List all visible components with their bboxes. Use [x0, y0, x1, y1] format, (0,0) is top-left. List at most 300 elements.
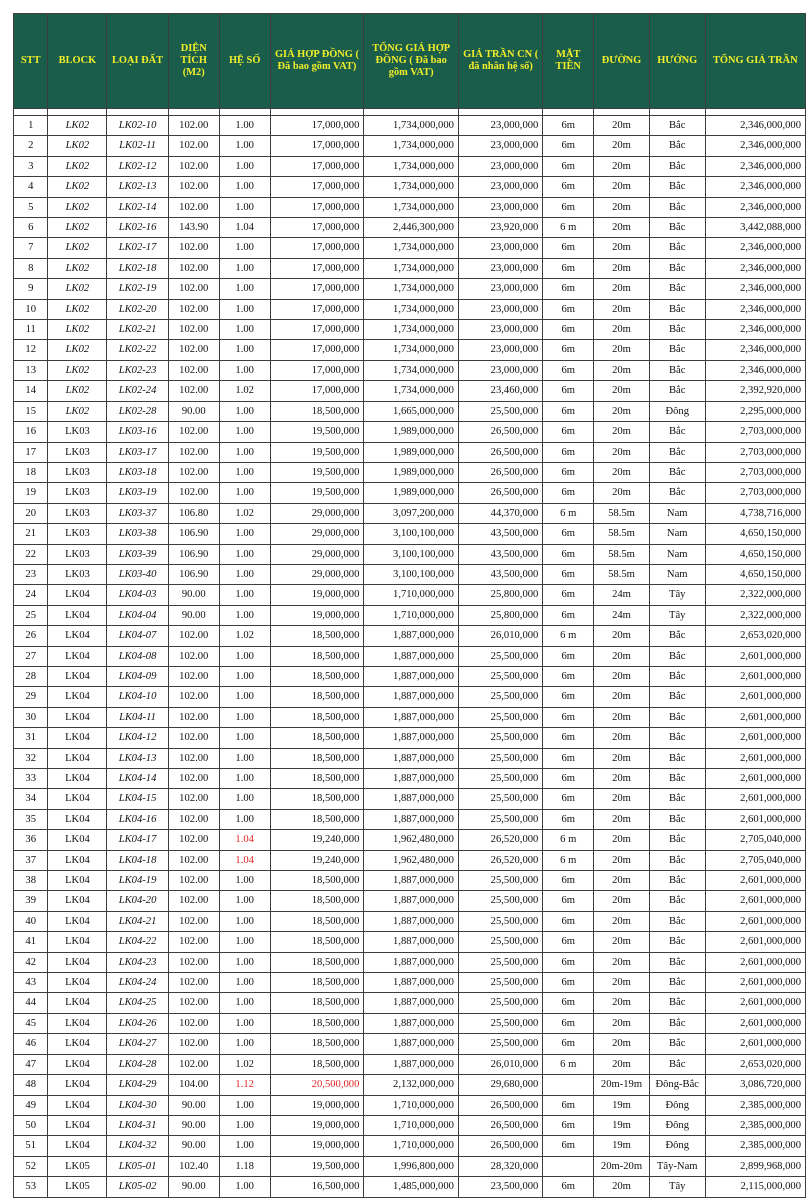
cell-mat-tien: 6m [543, 442, 594, 462]
table-row [14, 156, 806, 176]
table-row [14, 544, 806, 564]
cell-block: LK02 [48, 381, 107, 401]
cell-he-so: 1.00 [219, 238, 270, 258]
cell-tong-gia-tran: 2,601,000,000 [705, 809, 805, 829]
header-dien-tich: DIỆN TÍCH (M2) [168, 14, 219, 109]
cell-loai-dat: LK04-09 [107, 666, 168, 686]
cell-stt: 23 [14, 564, 48, 584]
cell-gia-hop-dong: 18,500,000 [270, 891, 364, 911]
cell-gia-hop-dong: 18,500,000 [270, 666, 364, 686]
cell-duong: 20m [594, 442, 650, 462]
cell-gia-hop-dong: 19,500,000 [270, 462, 364, 482]
cell-stt: 30 [14, 707, 48, 727]
cell-loai-dat: LK02-22 [107, 340, 168, 360]
cell-tong-gia-hop-dong: 3,100,100,000 [364, 544, 459, 564]
cell-duong: 24m [594, 585, 650, 605]
cell-gia-tran-cn: 26,500,000 [458, 1136, 542, 1156]
cell-tong-gia-hop-dong: 1,989,000,000 [364, 483, 459, 503]
cell-dien-tich: 102.00 [168, 707, 219, 727]
cell-gia-tran-cn: 26,500,000 [458, 422, 542, 442]
cell-mat-tien: 6m [543, 952, 594, 972]
cell-gia-hop-dong: 19,000,000 [270, 1095, 364, 1115]
cell-duong: 20m [594, 809, 650, 829]
cell-stt: 19 [14, 483, 48, 503]
cell-tong-gia-hop-dong: 1,710,000,000 [364, 1095, 459, 1115]
cell-loai-dat: LK03-38 [107, 524, 168, 544]
cell-duong: 20m [594, 1177, 650, 1197]
cell-dien-tich: 102.00 [168, 687, 219, 707]
cell-dien-tich: 104.00 [168, 1075, 219, 1095]
cell-dien-tich: 90.00 [168, 1095, 219, 1115]
header-gia-hop-dong: GIÁ HỢP ĐỒNG ( Đã bao gồm VAT) [270, 14, 364, 109]
cell-tong-gia-tran: 2,295,000,000 [705, 401, 805, 421]
cell-tong-gia-tran: 2,346,000,000 [705, 116, 805, 136]
cell-tong-gia-hop-dong: 2,132,000,000 [364, 1075, 459, 1095]
cell-duong: 20m [594, 707, 650, 727]
cell-stt: 52 [14, 1156, 48, 1176]
cell-block: LK03 [48, 524, 107, 544]
table-row [14, 707, 806, 727]
cell-mat-tien: 6m [543, 564, 594, 584]
cell-tong-gia-hop-dong: 1,962,480,000 [364, 830, 459, 850]
cell-tong-gia-hop-dong: 1,996,800,000 [364, 1156, 459, 1176]
cell-gia-tran-cn: 23,000,000 [458, 136, 542, 156]
cell-loai-dat: LK04-18 [107, 850, 168, 870]
cell-tong-gia-tran: 2,115,000,000 [705, 1177, 805, 1197]
table-row [14, 238, 806, 258]
cell-tong-gia-hop-dong: 1,887,000,000 [364, 973, 459, 993]
cell-gia-hop-dong: 18,500,000 [270, 646, 364, 666]
cell-gia-hop-dong: 18,500,000 [270, 687, 364, 707]
cell-gia-tran-cn: 26,500,000 [458, 442, 542, 462]
cell-loai-dat: LK04-20 [107, 891, 168, 911]
cell-tong-gia-tran: 2,601,000,000 [705, 891, 805, 911]
cell-he-so: 1.02 [219, 1054, 270, 1074]
cell-dien-tich: 102.00 [168, 789, 219, 809]
cell-dien-tich: 102.00 [168, 156, 219, 176]
cell-he-so: 1.00 [219, 156, 270, 176]
cell-mat-tien: 6m [543, 360, 594, 380]
cell-loai-dat: LK04-08 [107, 646, 168, 666]
cell-stt: 25 [14, 605, 48, 625]
cell-stt: 33 [14, 769, 48, 789]
cell-duong: 20m [594, 993, 650, 1013]
cell-duong: 20m [594, 483, 650, 503]
cell-gia-tran-cn: 25,500,000 [458, 891, 542, 911]
cell-stt: 22 [14, 544, 48, 564]
price-table [13, 13, 806, 1198]
cell-block: LK04 [48, 1136, 107, 1156]
cell-gia-hop-dong: 29,000,000 [270, 524, 364, 544]
cell-tong-gia-hop-dong: 1,887,000,000 [364, 932, 459, 952]
table-row [14, 952, 806, 972]
cell-gia-hop-dong: 17,000,000 [270, 116, 364, 136]
cell-tong-gia-tran: 4,650,150,000 [705, 564, 805, 584]
cell-tong-gia-tran: 4,650,150,000 [705, 544, 805, 564]
cell-huong: Bắc [649, 197, 705, 217]
cell-tong-gia-hop-dong: 1,962,480,000 [364, 850, 459, 870]
table-row [14, 462, 806, 482]
cell-loai-dat: LK03-40 [107, 564, 168, 584]
spacer-row [14, 109, 806, 116]
cell-loai-dat: LK03-39 [107, 544, 168, 564]
cell-mat-tien: 6m [543, 401, 594, 421]
cell-tong-gia-hop-dong: 1,710,000,000 [364, 1136, 459, 1156]
cell-tong-gia-hop-dong: 1,887,000,000 [364, 1054, 459, 1074]
cell-loai-dat: LK02-23 [107, 360, 168, 380]
cell-he-so: 1.00 [219, 1115, 270, 1135]
cell-block: LK04 [48, 871, 107, 891]
table-row [14, 524, 806, 544]
cell-huong: Bắc [649, 809, 705, 829]
cell-mat-tien: 6m [543, 340, 594, 360]
cell-tong-gia-hop-dong: 2,446,300,000 [364, 218, 459, 238]
cell-huong: Bắc [649, 462, 705, 482]
cell-stt: 20 [14, 503, 48, 523]
table-row [14, 1095, 806, 1115]
cell-huong: Bắc [649, 748, 705, 768]
cell-stt: 51 [14, 1136, 48, 1156]
cell-loai-dat: LK04-15 [107, 789, 168, 809]
cell-loai-dat: LK02-20 [107, 299, 168, 319]
cell-tong-gia-tran: 2,392,920,000 [705, 381, 805, 401]
cell-he-so: 1.04 [219, 218, 270, 238]
cell-huong: Đông [649, 1095, 705, 1115]
cell-gia-tran-cn: 44,370,000 [458, 503, 542, 523]
cell-loai-dat: LK04-17 [107, 830, 168, 850]
cell-gia-hop-dong: 17,000,000 [270, 177, 364, 197]
cell-dien-tich: 102.00 [168, 891, 219, 911]
cell-huong: Đông-Bắc [649, 1075, 705, 1095]
table-row [14, 769, 806, 789]
cell-tong-gia-tran: 2,346,000,000 [705, 360, 805, 380]
cell-mat-tien: 6m [543, 279, 594, 299]
cell-block: LK02 [48, 218, 107, 238]
cell-duong: 20m [594, 238, 650, 258]
cell-tong-gia-hop-dong: 1,665,000,000 [364, 401, 459, 421]
cell-gia-tran-cn: 25,500,000 [458, 1034, 542, 1054]
cell-mat-tien: 6m [543, 646, 594, 666]
cell-he-so: 1.00 [219, 401, 270, 421]
cell-tong-gia-tran: 2,705,040,000 [705, 850, 805, 870]
cell-tong-gia-tran: 4,738,716,000 [705, 503, 805, 523]
cell-mat-tien: 6m [543, 891, 594, 911]
cell-duong: 20m [594, 258, 650, 278]
cell-loai-dat: LK02-24 [107, 381, 168, 401]
cell-stt: 37 [14, 850, 48, 870]
cell-dien-tich: 102.00 [168, 279, 219, 299]
table-row [14, 993, 806, 1013]
cell-he-so: 1.00 [219, 932, 270, 952]
cell-gia-hop-dong: 18,500,000 [270, 401, 364, 421]
cell-block: LK02 [48, 401, 107, 421]
cell-huong: Bắc [649, 707, 705, 727]
cell-stt: 35 [14, 809, 48, 829]
cell-gia-tran-cn: 26,010,000 [458, 1054, 542, 1074]
cell-gia-tran-cn: 23,000,000 [458, 279, 542, 299]
cell-gia-tran-cn: 23,000,000 [458, 320, 542, 340]
cell-gia-tran-cn: 25,500,000 [458, 769, 542, 789]
cell-mat-tien [543, 1156, 594, 1176]
cell-tong-gia-tran: 2,322,000,000 [705, 585, 805, 605]
table-row [14, 585, 806, 605]
cell-dien-tich: 102.00 [168, 850, 219, 870]
cell-stt: 47 [14, 1054, 48, 1074]
cell-gia-tran-cn: 26,010,000 [458, 626, 542, 646]
cell-block: LK04 [48, 1034, 107, 1054]
cell-tong-gia-hop-dong: 1,734,000,000 [364, 320, 459, 340]
cell-gia-tran-cn: 25,500,000 [458, 993, 542, 1013]
table-row [14, 1156, 806, 1176]
cell-block: LK04 [48, 911, 107, 931]
cell-he-so: 1.00 [219, 524, 270, 544]
cell-gia-hop-dong: 18,500,000 [270, 626, 364, 646]
cell-mat-tien: 6 m [543, 850, 594, 870]
cell-duong: 20m [594, 197, 650, 217]
cell-mat-tien: 6m [543, 197, 594, 217]
cell-tong-gia-tran: 2,601,000,000 [705, 911, 805, 931]
cell-dien-tich: 90.00 [168, 401, 219, 421]
cell-block: LK02 [48, 360, 107, 380]
cell-block: LK03 [48, 503, 107, 523]
cell-dien-tich: 102.00 [168, 973, 219, 993]
cell-tong-gia-tran: 3,086,720,000 [705, 1075, 805, 1095]
cell-block: LK04 [48, 789, 107, 809]
cell-loai-dat: LK04-16 [107, 809, 168, 829]
cell-gia-hop-dong: 18,500,000 [270, 952, 364, 972]
cell-mat-tien: 6m [543, 748, 594, 768]
cell-tong-gia-hop-dong: 3,100,100,000 [364, 564, 459, 584]
cell-gia-tran-cn: 26,500,000 [458, 483, 542, 503]
cell-tong-gia-tran: 2,703,000,000 [705, 483, 805, 503]
cell-gia-hop-dong: 19,000,000 [270, 605, 364, 625]
cell-loai-dat: LK02-17 [107, 238, 168, 258]
table-row [14, 1013, 806, 1033]
cell-tong-gia-tran: 2,601,000,000 [705, 952, 805, 972]
cell-loai-dat: LK04-28 [107, 1054, 168, 1074]
cell-dien-tich: 143.90 [168, 218, 219, 238]
cell-stt: 42 [14, 952, 48, 972]
cell-dien-tich: 102.00 [168, 299, 219, 319]
cell-huong: Đông [649, 1136, 705, 1156]
cell-duong: 20m-20m [594, 1156, 650, 1176]
cell-duong: 20m [594, 116, 650, 136]
cell-block: LK03 [48, 483, 107, 503]
cell-gia-tran-cn: 29,680,000 [458, 1075, 542, 1095]
cell-duong: 20m [594, 156, 650, 176]
header-mat-tien: MẶT TIỀN [543, 14, 594, 109]
cell-gia-hop-dong: 16,500,000 [270, 1177, 364, 1197]
cell-gia-hop-dong: 20,500,000 [270, 1075, 364, 1095]
cell-tong-gia-tran: 2,601,000,000 [705, 993, 805, 1013]
header-gia-tran-cn: GIÁ TRẦN CN ( đã nhân hệ số) [458, 14, 542, 109]
cell-tong-gia-hop-dong: 1,887,000,000 [364, 707, 459, 727]
cell-loai-dat: LK02-28 [107, 401, 168, 421]
cell-duong: 20m [594, 1013, 650, 1033]
cell-mat-tien: 6m [543, 524, 594, 544]
cell-block: LK03 [48, 422, 107, 442]
cell-he-so: 1.00 [219, 136, 270, 156]
cell-block: LK04 [48, 1054, 107, 1074]
cell-gia-hop-dong: 17,000,000 [270, 360, 364, 380]
cell-he-so: 1.00 [219, 422, 270, 442]
cell-mat-tien: 6m [543, 258, 594, 278]
cell-tong-gia-hop-dong: 1,887,000,000 [364, 993, 459, 1013]
cell-tong-gia-hop-dong: 1,734,000,000 [364, 258, 459, 278]
cell-block: LK04 [48, 809, 107, 829]
cell-loai-dat: LK03-19 [107, 483, 168, 503]
cell-duong: 20m [594, 687, 650, 707]
cell-he-so: 1.02 [219, 626, 270, 646]
cell-tong-gia-tran: 2,899,968,000 [705, 1156, 805, 1176]
table-row [14, 218, 806, 238]
cell-gia-hop-dong: 29,000,000 [270, 564, 364, 584]
cell-dien-tich: 102.00 [168, 932, 219, 952]
table-row [14, 177, 806, 197]
cell-loai-dat: LK04-21 [107, 911, 168, 931]
cell-tong-gia-tran: 2,322,000,000 [705, 605, 805, 625]
cell-tong-gia-tran: 2,601,000,000 [705, 789, 805, 809]
cell-loai-dat: LK04-04 [107, 605, 168, 625]
cell-huong: Bắc [649, 218, 705, 238]
cell-tong-gia-hop-dong: 1,734,000,000 [364, 177, 459, 197]
cell-loai-dat: LK03-37 [107, 503, 168, 523]
cell-gia-tran-cn: 23,000,000 [458, 340, 542, 360]
cell-he-so: 1.00 [219, 177, 270, 197]
cell-block: LK04 [48, 973, 107, 993]
cell-he-so: 1.00 [219, 952, 270, 972]
cell-tong-gia-tran: 2,601,000,000 [705, 728, 805, 748]
table-row [14, 503, 806, 523]
cell-huong: Bắc [649, 769, 705, 789]
cell-loai-dat: LK04-03 [107, 585, 168, 605]
cell-tong-gia-hop-dong: 1,887,000,000 [364, 646, 459, 666]
table-row [14, 932, 806, 952]
cell-stt: 4 [14, 177, 48, 197]
cell-stt: 45 [14, 1013, 48, 1033]
cell-stt: 14 [14, 381, 48, 401]
cell-gia-hop-dong: 17,000,000 [270, 258, 364, 278]
cell-gia-tran-cn: 25,500,000 [458, 973, 542, 993]
cell-duong: 20m [594, 299, 650, 319]
cell-block: LK02 [48, 116, 107, 136]
cell-tong-gia-hop-dong: 1,734,000,000 [364, 197, 459, 217]
cell-block: LK03 [48, 442, 107, 462]
cell-gia-hop-dong: 19,500,000 [270, 483, 364, 503]
cell-he-so: 1.00 [219, 646, 270, 666]
cell-block: LK04 [48, 585, 107, 605]
cell-loai-dat: LK02-21 [107, 320, 168, 340]
cell-duong: 20m [594, 973, 650, 993]
table-row [14, 626, 806, 646]
cell-block: LK03 [48, 544, 107, 564]
cell-mat-tien: 6 m [543, 503, 594, 523]
cell-mat-tien: 6 m [543, 1054, 594, 1074]
cell-stt: 43 [14, 973, 48, 993]
table-row [14, 850, 806, 870]
cell-loai-dat: LK04-19 [107, 871, 168, 891]
cell-gia-tran-cn: 43,500,000 [458, 544, 542, 564]
cell-duong: 58.5m [594, 564, 650, 584]
cell-gia-tran-cn: 43,500,000 [458, 524, 542, 544]
cell-huong: Bắc [649, 340, 705, 360]
cell-loai-dat: LK04-32 [107, 1136, 168, 1156]
cell-gia-tran-cn: 43,500,000 [458, 564, 542, 584]
cell-he-so: 1.00 [219, 871, 270, 891]
cell-duong: 20m [594, 666, 650, 686]
cell-duong: 58.5m [594, 503, 650, 523]
cell-he-so: 1.00 [219, 728, 270, 748]
cell-gia-hop-dong: 17,000,000 [270, 279, 364, 299]
cell-loai-dat: LK04-23 [107, 952, 168, 972]
cell-huong: Tây [649, 605, 705, 625]
cell-huong: Bắc [649, 728, 705, 748]
cell-mat-tien: 6m [543, 422, 594, 442]
cell-he-so: 1.00 [219, 483, 270, 503]
cell-loai-dat: LK03-16 [107, 422, 168, 442]
cell-tong-gia-hop-dong: 1,710,000,000 [364, 585, 459, 605]
cell-gia-hop-dong: 17,000,000 [270, 340, 364, 360]
cell-duong: 20m [594, 911, 650, 931]
cell-dien-tich: 102.00 [168, 462, 219, 482]
cell-he-so: 1.04 [219, 850, 270, 870]
cell-tong-gia-tran: 2,346,000,000 [705, 238, 805, 258]
cell-stt: 31 [14, 728, 48, 748]
cell-tong-gia-hop-dong: 1,989,000,000 [364, 442, 459, 462]
cell-mat-tien: 6m [543, 544, 594, 564]
cell-tong-gia-hop-dong: 1,734,000,000 [364, 156, 459, 176]
cell-loai-dat: LK03-17 [107, 442, 168, 462]
cell-huong: Bắc [649, 626, 705, 646]
cell-tong-gia-hop-dong: 1,989,000,000 [364, 422, 459, 442]
cell-he-so: 1.00 [219, 197, 270, 217]
table-row [14, 666, 806, 686]
cell-gia-hop-dong: 18,500,000 [270, 1034, 364, 1054]
cell-stt: 21 [14, 524, 48, 544]
cell-gia-hop-dong: 18,500,000 [270, 911, 364, 931]
cell-he-so: 1.00 [219, 1034, 270, 1054]
cell-duong: 20m [594, 401, 650, 421]
cell-dien-tich: 106.90 [168, 544, 219, 564]
cell-dien-tich: 102.00 [168, 442, 219, 462]
cell-dien-tich: 102.00 [168, 340, 219, 360]
cell-loai-dat: LK04-14 [107, 769, 168, 789]
cell-dien-tich: 102.00 [168, 1013, 219, 1033]
cell-mat-tien: 6m [543, 932, 594, 952]
cell-gia-hop-dong: 17,000,000 [270, 218, 364, 238]
cell-stt: 50 [14, 1115, 48, 1135]
cell-duong: 19m [594, 1115, 650, 1135]
cell-he-so: 1.00 [219, 299, 270, 319]
cell-he-so: 1.18 [219, 1156, 270, 1176]
cell-duong: 24m [594, 605, 650, 625]
cell-huong: Bắc [649, 789, 705, 809]
cell-mat-tien: 6m [543, 320, 594, 340]
cell-huong: Bắc [649, 238, 705, 258]
cell-dien-tich: 102.40 [168, 1156, 219, 1176]
cell-tong-gia-tran: 2,601,000,000 [705, 707, 805, 727]
table-row [14, 340, 806, 360]
cell-mat-tien: 6m [543, 1034, 594, 1054]
table-row [14, 748, 806, 768]
cell-dien-tich: 102.00 [168, 748, 219, 768]
table-row [14, 564, 806, 584]
cell-tong-gia-tran: 2,346,000,000 [705, 258, 805, 278]
cell-huong: Bắc [649, 666, 705, 686]
cell-mat-tien: 6m [543, 993, 594, 1013]
cell-mat-tien: 6m [543, 1136, 594, 1156]
cell-block: LK04 [48, 830, 107, 850]
